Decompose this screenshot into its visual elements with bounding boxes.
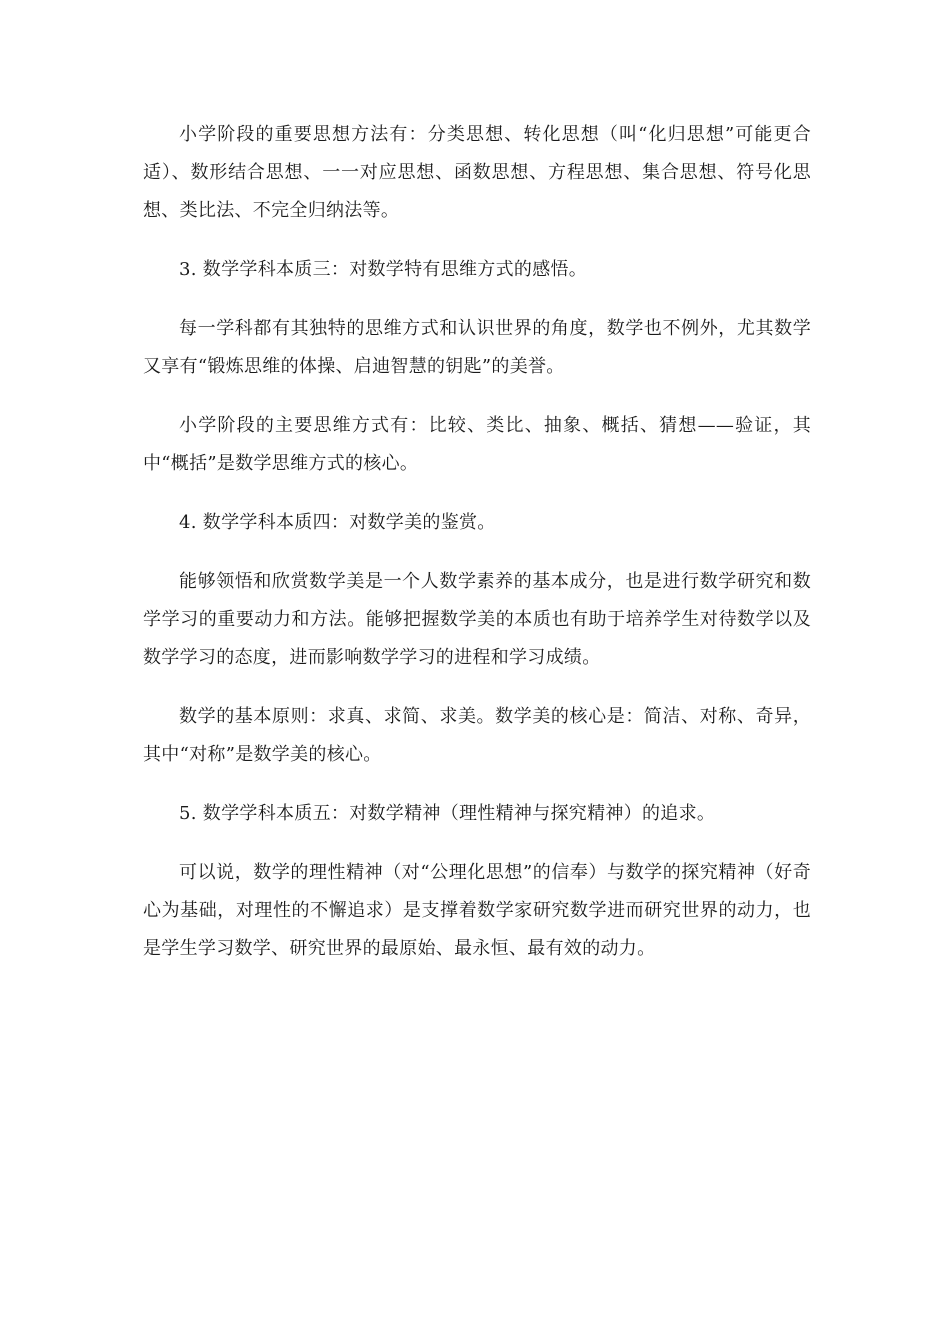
section-heading-4: 4. 数学学科本质四：对数学美的鉴赏。	[179, 512, 496, 533]
paragraph-basic-principles: 数学的基本原则：求真、求简、求美。数学美的核心是：简洁、对称、奇异，其中“对称”是数学美的核心。	[143, 706, 811, 765]
paragraph-thinking-modes: 小学阶段的主要思维方式有：比较、类比、抽象、概括、猜想——验证，其中“概括”是数学思维方式的核心。	[143, 415, 811, 474]
section-heading-3: 3. 数学学科本质三：对数学特有思维方式的感悟。	[179, 259, 588, 280]
paragraph-thinking-perspective: 每一学科都有其独特的思维方式和认识世界的角度，数学也不例外，尤其数学又享有“锻炼思维的体操、启迪智慧的钥匙”的美誉。	[143, 318, 811, 377]
paragraph-thinking-methods: 小学阶段的重要思想方法有：分类思想、转化思想（叫“化归思想”可能更合适）、数形结合思想、一一对应思想、函数思想、方程思想、集合思想、符号化思想、类比法、不完全归纳法等。	[143, 124, 811, 221]
paragraph-math-spirit: 可以说，数学的理性精神（对“公理化思想”的信奉）与数学的探究精神（好奇心为基础，对理性的不懈追求）是支撑着数学家研究数学进而研究世界的动力，也是学生学习数学、研究世界的最原始、最永恒、最有效的动力。	[143, 862, 811, 959]
document-body	[143, 116, 811, 989]
section-heading-5: 5. 数学学科本质五：对数学精神（理性精神与探究精神）的追求。	[179, 803, 716, 824]
paragraph-math-beauty: 能够领悟和欣赏数学美是一个人数学素养的基本成分，也是进行数学研究和数学学习的重要动力和方法。能够把握数学美的本质也有助于培养学生对待数学以及数学学习的态度，进而影响数学学习的进程和学习成绩。	[143, 571, 811, 668]
